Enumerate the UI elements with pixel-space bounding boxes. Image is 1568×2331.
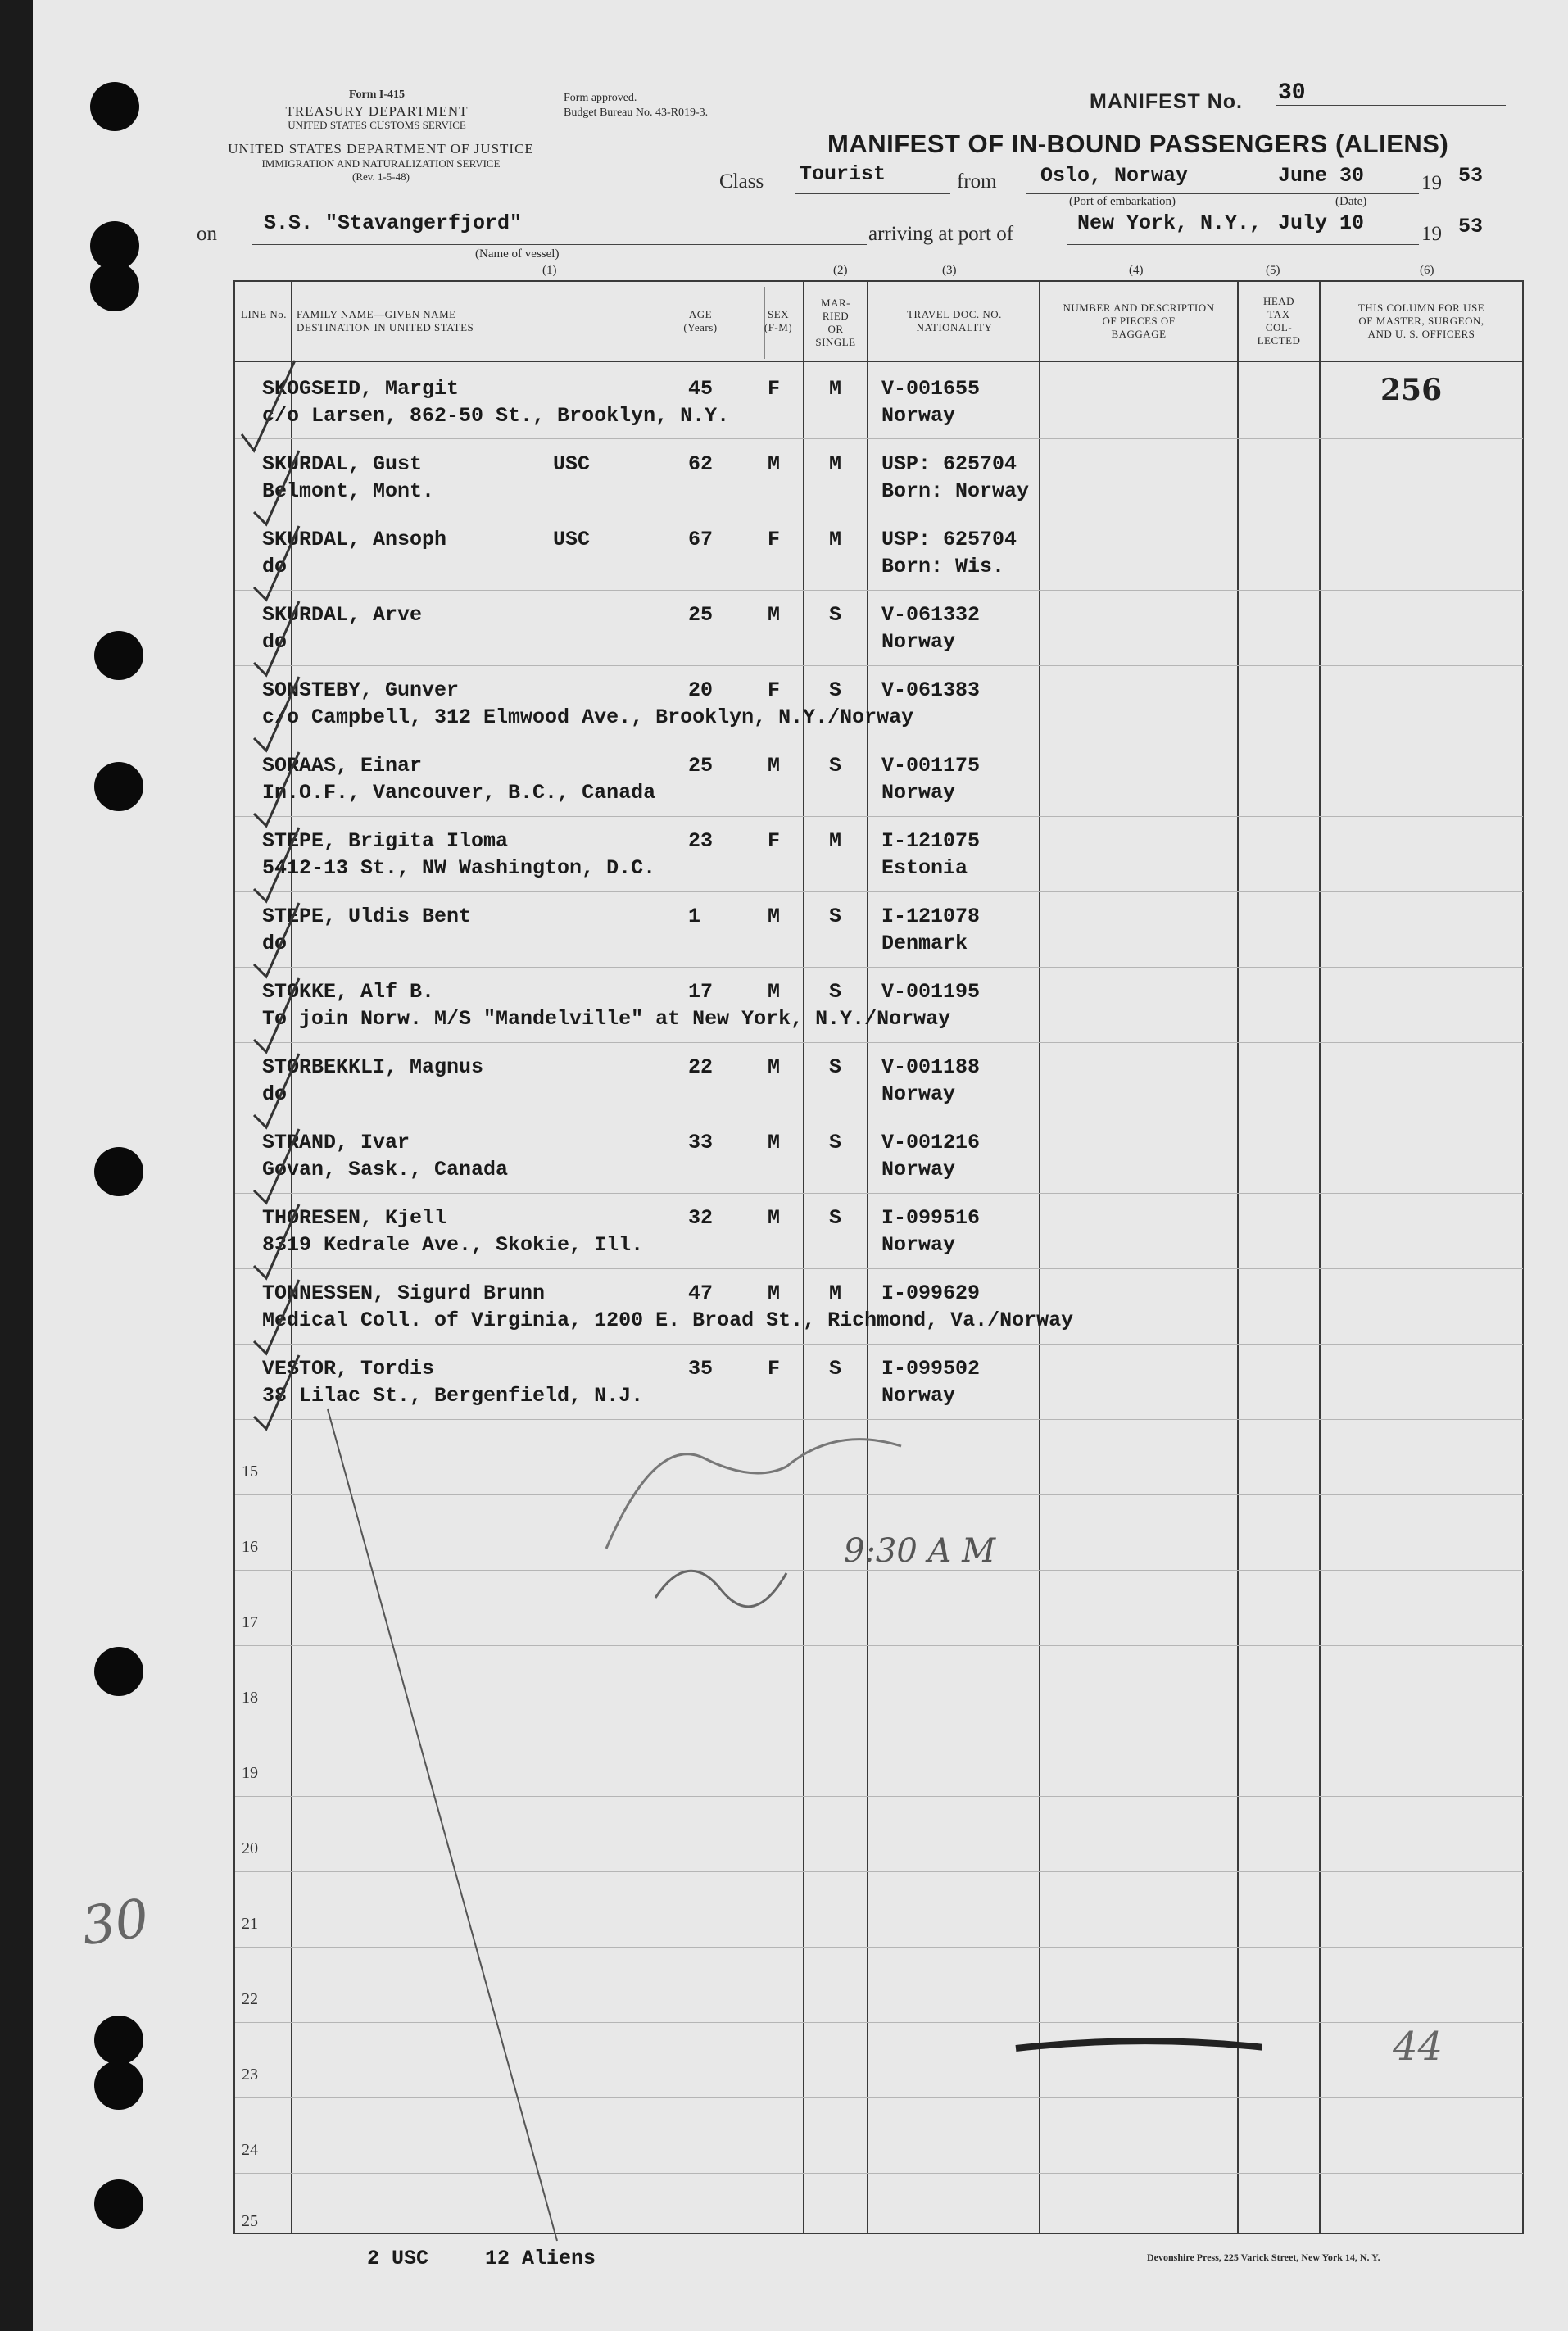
- destination-cell: Govan, Sask., Canada: [262, 1158, 509, 1181]
- col-header-married: MAR-: [821, 297, 850, 309]
- travel-doc-cell: USP: 625704: [881, 452, 1017, 476]
- port-caption: (Port of embarkation): [1069, 195, 1176, 208]
- form-approved: Form approved.: [564, 92, 637, 104]
- line-number: 15: [242, 1463, 258, 1481]
- nationality-cell: Norway: [881, 1082, 956, 1106]
- col-num-4: (4): [1129, 264, 1144, 277]
- col-header-officers-1: THIS COLUMN FOR USE: [1357, 302, 1485, 314]
- line-number: 22: [242, 1990, 258, 2008]
- line-number: 25: [242, 2212, 258, 2230]
- nationality-cell: Norway: [881, 404, 956, 428]
- col-header-age-sub: (Years): [683, 321, 718, 333]
- vessel-caption: (Name of vessel): [475, 247, 560, 261]
- col-header-tax-4: LECTED: [1257, 334, 1301, 347]
- customs-service: UNITED STATES CUSTOMS SERVICE: [288, 119, 466, 131]
- destination-cell: c/o Campbell, 312 Elmwood Ave., Brooklyn, N.Y./Norway: [262, 705, 914, 729]
- punch-hole-icon: [94, 762, 143, 811]
- col-header-line-no: LINE No.: [241, 308, 287, 320]
- age-cell: 45: [688, 377, 714, 401]
- sex-cell: F: [768, 377, 781, 401]
- travel-doc-cell: I-099502: [881, 1357, 981, 1381]
- age-cell: 25: [688, 754, 714, 778]
- printer-credit: Devonshire Press, 225 Varick Street, New York 14, N. Y.: [1147, 2252, 1380, 2263]
- name-cell: STRAND, Ivar: [262, 1131, 410, 1154]
- name-cell: STEPE, Uldis Bent: [262, 905, 472, 928]
- name-cell: TONNESSEN, Sigurd Brunn: [262, 1281, 546, 1305]
- age-cell: 32: [688, 1206, 714, 1230]
- col-header-age: AGE: [688, 308, 713, 320]
- col-header-travel-doc: TRAVEL DOC. NO.: [907, 308, 1002, 320]
- vessel-name: S.S. "Stavangerfjord": [264, 211, 523, 235]
- nationality-cell: Norway: [881, 630, 956, 654]
- marital-cell: S: [829, 1357, 842, 1381]
- destination-cell: 38 Lilac St., Bergenfield, N.J.: [262, 1384, 644, 1408]
- manifest-no-label: MANIFEST No.: [1090, 90, 1243, 113]
- nationality-cell: Norway: [881, 1233, 956, 1257]
- sex-cell: F: [768, 528, 781, 551]
- nationality-cell: Born: Wis.: [881, 555, 1005, 578]
- travel-doc-cell: I-099516: [881, 1206, 981, 1230]
- punch-hole-icon: [94, 631, 143, 680]
- line-number: 20: [242, 1839, 258, 1857]
- sex-cell: M: [768, 1206, 781, 1230]
- port-of-arrival: New York, N.Y.,: [1077, 211, 1262, 235]
- travel-doc-cell: V-001216: [881, 1131, 981, 1154]
- marital-cell: S: [829, 603, 842, 627]
- destination-cell: In.O.F., Vancouver, B.C., Canada: [262, 781, 656, 805]
- name-cell: SKURDAL, Ansoph: [262, 528, 447, 551]
- usc-total: 2 USC: [367, 2247, 429, 2270]
- name-cell: SKOGSEID, Margit: [262, 377, 460, 401]
- age-cell: 17: [688, 980, 714, 1004]
- aliens-total: 12 Aliens: [485, 2247, 596, 2270]
- from-label: from: [957, 170, 997, 193]
- age-cell: 33: [688, 1131, 714, 1154]
- destination-cell: To join Norw. M/S "Mandelville" at New York, N.Y./Norway: [262, 1007, 951, 1031]
- sex-cell: M: [768, 754, 781, 778]
- travel-doc-cell: I-099629: [881, 1281, 981, 1305]
- line-number: 17: [242, 1613, 258, 1631]
- departure-date: June 30: [1278, 164, 1365, 188]
- class-value: Tourist: [800, 162, 886, 186]
- sex-cell: M: [768, 905, 781, 928]
- budget-bureau: Budget Bureau No. 43-R019-3.: [564, 107, 709, 119]
- sex-cell: M: [768, 1055, 781, 1079]
- punch-hole-icon: [94, 2179, 143, 2229]
- col-num-2: (2): [833, 264, 848, 277]
- date-caption: (Date): [1335, 195, 1367, 208]
- destination-cell: Medical Coll. of Virginia, 1200 E. Broad St., Richmond, Va./Norway: [262, 1308, 1074, 1332]
- travel-doc-cell: V-061332: [881, 603, 981, 627]
- sex-cell: M: [768, 1131, 781, 1154]
- nationality-cell: Born: Norway: [881, 479, 1030, 503]
- col-header-destination: DESTINATION IN UNITED STATES: [297, 321, 474, 333]
- punch-hole-icon: [90, 262, 139, 311]
- punch-hole-icon: [94, 1147, 143, 1196]
- port-of-embarkation: Oslo, Norway: [1040, 164, 1189, 188]
- travel-doc-cell: V-001655: [881, 377, 981, 401]
- age-cell: 20: [688, 678, 714, 702]
- punch-hole-icon: [94, 2016, 143, 2065]
- col-header-married-2: RIED: [822, 310, 850, 322]
- col-header-tax-3: COL-: [1265, 321, 1293, 333]
- marital-cell: S: [829, 1055, 842, 1079]
- travel-doc-cell: V-061383: [881, 678, 981, 702]
- nationality-cell: Denmark: [881, 932, 968, 955]
- year-suffix-2: 53: [1458, 215, 1484, 238]
- nationality-cell: Norway: [881, 1384, 956, 1408]
- arrival-date: July 10: [1278, 211, 1365, 235]
- sex-cell: M: [768, 452, 781, 476]
- justice-department: UNITED STATES DEPARTMENT OF JUSTICE: [228, 141, 534, 156]
- department-title: TREASURY DEPARTMENT: [285, 103, 469, 119]
- age-cell: 67: [688, 528, 714, 551]
- sex-cell: M: [768, 980, 781, 1004]
- col-header-married-4: SINGLE: [815, 336, 856, 348]
- punch-hole-icon: [94, 2061, 143, 2110]
- travel-doc-cell: V-001175: [881, 754, 981, 778]
- name-cell: SORAAS, Einar: [262, 754, 423, 778]
- name-cell: STEPE, Brigita Iloma: [262, 829, 509, 853]
- usc-cell: USC: [553, 528, 591, 551]
- age-cell: 1: [688, 905, 701, 928]
- sex-cell: M: [768, 603, 781, 627]
- name-cell: SKURDAL, Gust: [262, 452, 423, 476]
- manifest-page: [33, 0, 1568, 2331]
- name-cell: STORBEKKLI, Magnus: [262, 1055, 484, 1079]
- age-cell: 35: [688, 1357, 714, 1381]
- destination-cell: do: [262, 555, 288, 578]
- travel-doc-cell: V-001188: [881, 1055, 981, 1079]
- travel-doc-cell: I-121075: [881, 829, 981, 853]
- destination-cell: 8319 Kedrale Ave., Skokie, Ill.: [262, 1233, 644, 1257]
- page-number-note: 30: [78, 1888, 153, 1958]
- on-label: on: [197, 223, 217, 245]
- officer-number: 256: [1380, 373, 1443, 407]
- year-suffix-1: 53: [1458, 164, 1484, 188]
- col-num-6: (6): [1420, 264, 1434, 277]
- marital-cell: S: [829, 1131, 842, 1154]
- name-cell: THORESEN, Kjell: [262, 1206, 447, 1230]
- destination-cell: Belmont, Mont.: [262, 479, 435, 503]
- col-num-5: (5): [1266, 264, 1280, 277]
- age-cell: 47: [688, 1281, 714, 1305]
- col-num-3: (3): [942, 264, 957, 277]
- col-header-tax-1: HEAD: [1262, 295, 1295, 307]
- col-header-baggage-1: NUMBER AND DESCRIPTION: [1063, 302, 1215, 314]
- sex-cell: F: [768, 678, 781, 702]
- form-number: Form I-415: [348, 88, 406, 101]
- col-num-1: (1): [542, 264, 557, 277]
- line-number: 18: [242, 1689, 258, 1707]
- age-cell: 62: [688, 452, 714, 476]
- destination-cell: do: [262, 932, 288, 955]
- manifest-number: 30: [1278, 80, 1306, 106]
- line-number: 16: [242, 1538, 258, 1556]
- arrival-time-note: 9:30 A M: [844, 1532, 996, 1570]
- marital-cell: S: [829, 980, 842, 1004]
- marital-cell: M: [829, 452, 842, 476]
- name-cell: STOKKE, Alf B.: [262, 980, 435, 1004]
- revision: (Rev. 1-5-48): [352, 170, 410, 183]
- col-header-nationality: NATIONALITY: [916, 321, 993, 333]
- col-header-sex: SEX: [767, 308, 790, 320]
- arriving-label: arriving at port of: [868, 223, 1014, 245]
- col-header-name: FAMILY NAME—GIVEN NAME: [297, 308, 456, 320]
- col-header-baggage-3: BAGGAGE: [1111, 328, 1167, 340]
- sex-cell: M: [768, 1281, 781, 1305]
- travel-doc-cell: USP: 625704: [881, 528, 1017, 551]
- sex-cell: F: [768, 1357, 781, 1381]
- year-prefix-2: 19: [1421, 223, 1442, 245]
- age-cell: 25: [688, 603, 714, 627]
- usc-cell: USC: [553, 452, 591, 476]
- line-number: 21: [242, 1915, 258, 1933]
- col-header-baggage-2: OF PIECES OF: [1102, 315, 1176, 327]
- col-header-tax-2: TAX: [1267, 308, 1290, 320]
- col-header-sex-sub: (F-M): [764, 321, 793, 333]
- punch-hole-icon: [94, 1647, 143, 1696]
- marital-cell: S: [829, 678, 842, 702]
- age-cell: 22: [688, 1055, 714, 1079]
- name-cell: VESTOR, Tordis: [262, 1357, 435, 1381]
- marital-cell: M: [829, 528, 842, 551]
- col-header-married-3: OR: [827, 323, 844, 335]
- line-number: 24: [242, 2141, 258, 2159]
- col-header-officers-2: OF MASTER, SURGEON,: [1358, 315, 1484, 327]
- immigration-service: IMMIGRATION AND NATURALIZATION SERVICE: [261, 157, 501, 170]
- class-label: Class: [719, 170, 764, 193]
- year-prefix-1: 19: [1421, 172, 1442, 194]
- destination-cell: do: [262, 1082, 288, 1106]
- marital-cell: S: [829, 905, 842, 928]
- marital-cell: M: [829, 377, 842, 401]
- travel-doc-cell: V-001195: [881, 980, 981, 1004]
- sex-cell: F: [768, 829, 781, 853]
- age-cell: 23: [688, 829, 714, 853]
- marital-cell: S: [829, 1206, 842, 1230]
- count-note: 44: [1393, 2024, 1443, 2070]
- handwritten-marks-icon: [197, 344, 1262, 2245]
- line-number: 23: [242, 2066, 258, 2084]
- name-cell: SKURDAL, Arve: [262, 603, 423, 627]
- destination-cell: c/o Larsen, 862-50 St., Brooklyn, N.Y.: [262, 404, 730, 428]
- nationality-cell: Norway: [881, 1158, 956, 1181]
- marital-cell: S: [829, 754, 842, 778]
- nationality-cell: Estonia: [881, 856, 968, 880]
- line-number: 19: [242, 1764, 258, 1782]
- marital-cell: M: [829, 1281, 842, 1305]
- travel-doc-cell: I-121078: [881, 905, 981, 928]
- destination-cell: do: [262, 630, 288, 654]
- name-cell: SONSTEBY, Gunver: [262, 678, 460, 702]
- destination-cell: 5412-13 St., NW Washington, D.C.: [262, 856, 656, 880]
- punch-hole-icon: [90, 82, 139, 131]
- col-header-officers-3: AND U. S. OFFICERS: [1367, 328, 1475, 340]
- marital-cell: M: [829, 829, 842, 853]
- nationality-cell: Norway: [881, 781, 956, 805]
- manifest-title: MANIFEST OF IN-BOUND PASSENGERS (ALIENS): [827, 129, 1449, 158]
